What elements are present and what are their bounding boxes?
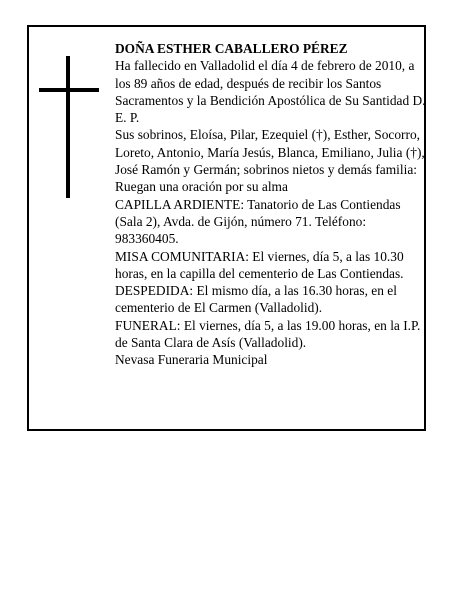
funeral-home: Nevasa Funeraria Municipal [115,352,268,368]
cross-icon [39,56,99,198]
farewell-info: DESPEDIDA: El mismo día, a las 16.30 horas, en el cementerio de El Carmen (Valladolid). [115,283,397,316]
notice-text [115,40,427,369]
mass-info: MISA COMUNITARIA: El viernes, día 5, a las 10.30 horas, en la capilla del cementerio de Las Contiendas. [115,248,404,281]
cross-horizontal-bar [39,88,99,92]
prayer-request: Ruegan una oración por su alma [115,179,288,195]
family-list: Sus sobrinos, Eloísa, Pilar, Ezequiel (†), Esther, Socorro, Loreto, Antonio, María Jesús, Blanca, Emiliano, Julia (†), José Ramón y Germán; sobrinos nietos y demás familia: [115,127,425,178]
funeral-info: FUNERAL: El viernes, día 5, a las 19.00 horas, en la I.P. de Santa Clara de Asís (Valladolid). [115,317,421,351]
cross-vertical-bar [66,56,70,198]
death-announcement: Ha fallecido en Valladolid el día 4 de febrero de 2010, a los 89 años de edad, después de recibir los Santos Sacramentos y la Bendición Apostólica de Su Santidad D. E. P. [115,58,426,126]
chapel-info: CAPILLA ARDIENTE: Tanatorio de Las Contiendas (Sala 2), Avda. de Gijón, número 71. Teléfono: 983360405. [115,196,401,247]
deceased-name: DOÑA ESTHER CABALLERO PÉREZ [115,41,348,56]
obituary-notice [27,25,426,431]
